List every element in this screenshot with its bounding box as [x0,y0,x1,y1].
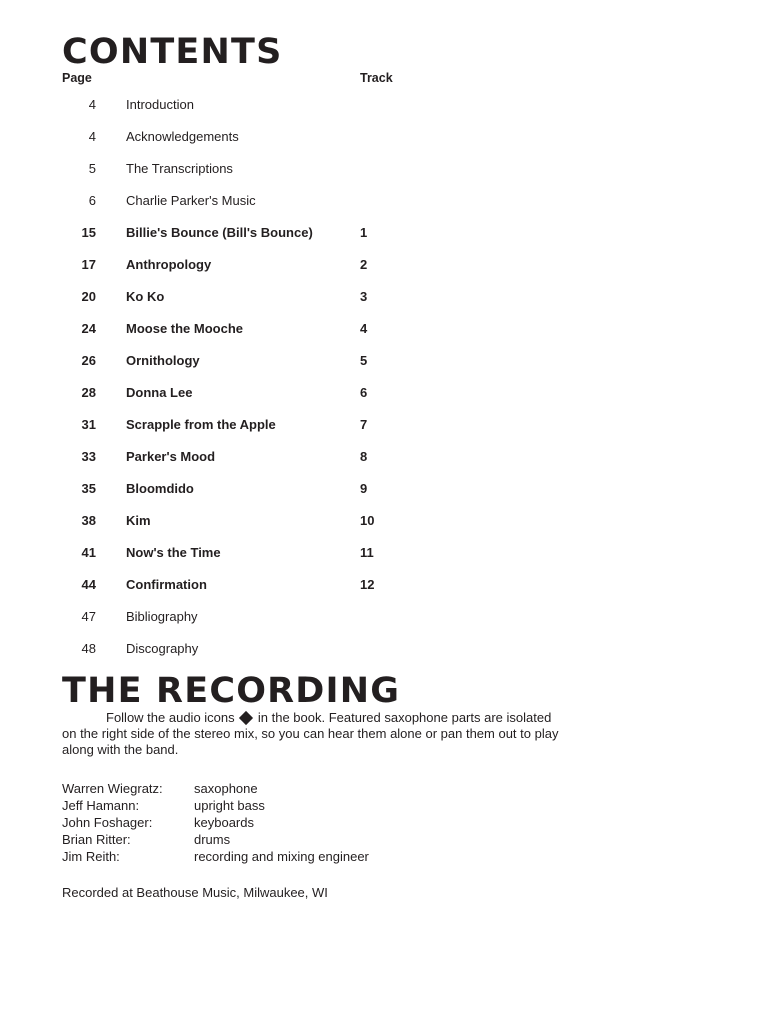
toc-track-number: 6 [360,384,368,400]
recording-heading: THE RECORDING [62,670,401,711]
toc-page-number: 28 [81,384,96,400]
recording-credits [62,780,708,865]
toc-entry-title: Introduction [126,96,194,112]
credit-name: Jeff Hamann: [62,798,140,814]
toc-row[interactable] [62,481,708,513]
credit-role: saxophone [194,781,258,797]
toc-row[interactable] [62,545,708,577]
credit-name: Warren Wiegratz: [62,781,163,797]
toc-row[interactable] [62,257,708,289]
toc-row[interactable] [62,513,708,545]
toc-page-number: 41 [81,544,96,560]
toc-track-number: 2 [360,256,368,272]
credit-row [62,831,708,848]
credit-name: Brian Ritter: [62,832,131,848]
toc-page-number: 35 [81,480,96,496]
credit-row [62,848,708,865]
toc-row[interactable] [62,97,708,129]
toc-page-number: 47 [81,608,96,624]
credit-name: Jim Reith: [62,849,120,865]
toc-entry-title: Acknowledgements [126,128,239,144]
toc-entry-title: Now's the Time [126,544,221,560]
audio-diamond-icon [239,710,253,724]
toc-entry-title: Kim [126,512,151,528]
toc-page-number: 26 [81,352,96,368]
toc-row[interactable] [62,417,708,449]
toc-page-number: 20 [81,288,96,304]
toc-track-number: 4 [360,320,368,336]
table-of-contents [62,97,708,673]
toc-row[interactable] [62,577,708,609]
credit-row [62,780,708,797]
toc-row[interactable] [62,641,708,673]
toc-entry-title: Anthropology [126,256,212,272]
recording-paragraph [62,710,562,759]
toc-track-number: 7 [360,416,368,432]
toc-row[interactable] [62,609,708,641]
toc-row[interactable] [62,129,708,161]
credit-name: John Foshager: [62,815,153,831]
credit-role: keyboards [194,815,254,831]
toc-entry-title: Scrapple from the Apple [126,416,276,432]
toc-page-number: 31 [81,416,96,432]
toc-page-number: 48 [81,640,96,656]
toc-entry-title: Bibliography [126,608,198,624]
toc-entry-title: Ko Ko [126,288,165,304]
toc-track-number: 12 [360,576,375,592]
toc-page-number: 24 [81,320,96,336]
toc-entry-title: Moose the Mooche [126,320,244,336]
toc-page-number: 4 [88,128,96,144]
recording-paragraph-part-1: Follow the audio icons [106,709,235,725]
toc-page-number: 38 [81,512,96,528]
toc-page-number: 15 [81,224,96,240]
toc-entry-title: The Transcriptions [126,160,233,176]
toc-track-number: 3 [360,288,368,304]
toc-track-number: 10 [360,512,375,528]
column-header-track: Track [360,70,393,85]
toc-row[interactable] [62,289,708,321]
toc-row[interactable] [62,353,708,385]
toc-page-number: 4 [88,96,96,112]
toc-entry-title: Ornithology [126,352,200,368]
toc-entry-title: Parker's Mood [126,448,216,464]
toc-track-number: 11 [360,544,374,560]
column-header-page: Page [62,70,92,85]
toc-track-number: 8 [360,448,368,464]
contents-column-headers [62,71,708,85]
toc-row[interactable] [62,321,708,353]
credit-role: recording and mixing engineer [194,849,369,865]
toc-track-number: 5 [360,352,368,368]
toc-entry-title: Discography [126,640,199,656]
recording-paragraph-part-2: in the book. Featured saxophone parts are isolated on the right side of the stereo mix, so you can hear them alone or pan them out to play along with the band. [62,709,559,757]
toc-track-number: 1 [360,224,368,240]
toc-page-number: 5 [88,160,96,176]
credit-role: upright bass [194,798,265,814]
toc-entry-title: Bloomdido [126,480,194,496]
toc-row[interactable] [62,161,708,193]
toc-row[interactable] [62,449,708,481]
toc-row[interactable] [62,193,708,225]
toc-entry-title: Charlie Parker's Music [126,192,256,208]
credit-row [62,814,708,831]
toc-page-number: 44 [81,576,96,592]
toc-page-number: 6 [88,192,96,208]
credit-role: drums [194,832,231,848]
toc-track-number: 9 [360,480,368,496]
toc-entry-title: Donna Lee [126,384,193,400]
recording-location: Recorded at Beathouse Music, Milwaukee, WI [62,885,328,901]
toc-entry-title: Confirmation [126,576,207,592]
toc-page-number: 17 [81,256,96,272]
toc-row[interactable] [62,225,708,257]
credit-row [62,797,708,814]
toc-page-number: 33 [81,448,96,464]
contents-heading: CONTENTS [62,32,283,72]
toc-entry-title: Billie's Bounce (Bill's Bounce) [126,224,313,240]
toc-row[interactable] [62,385,708,417]
